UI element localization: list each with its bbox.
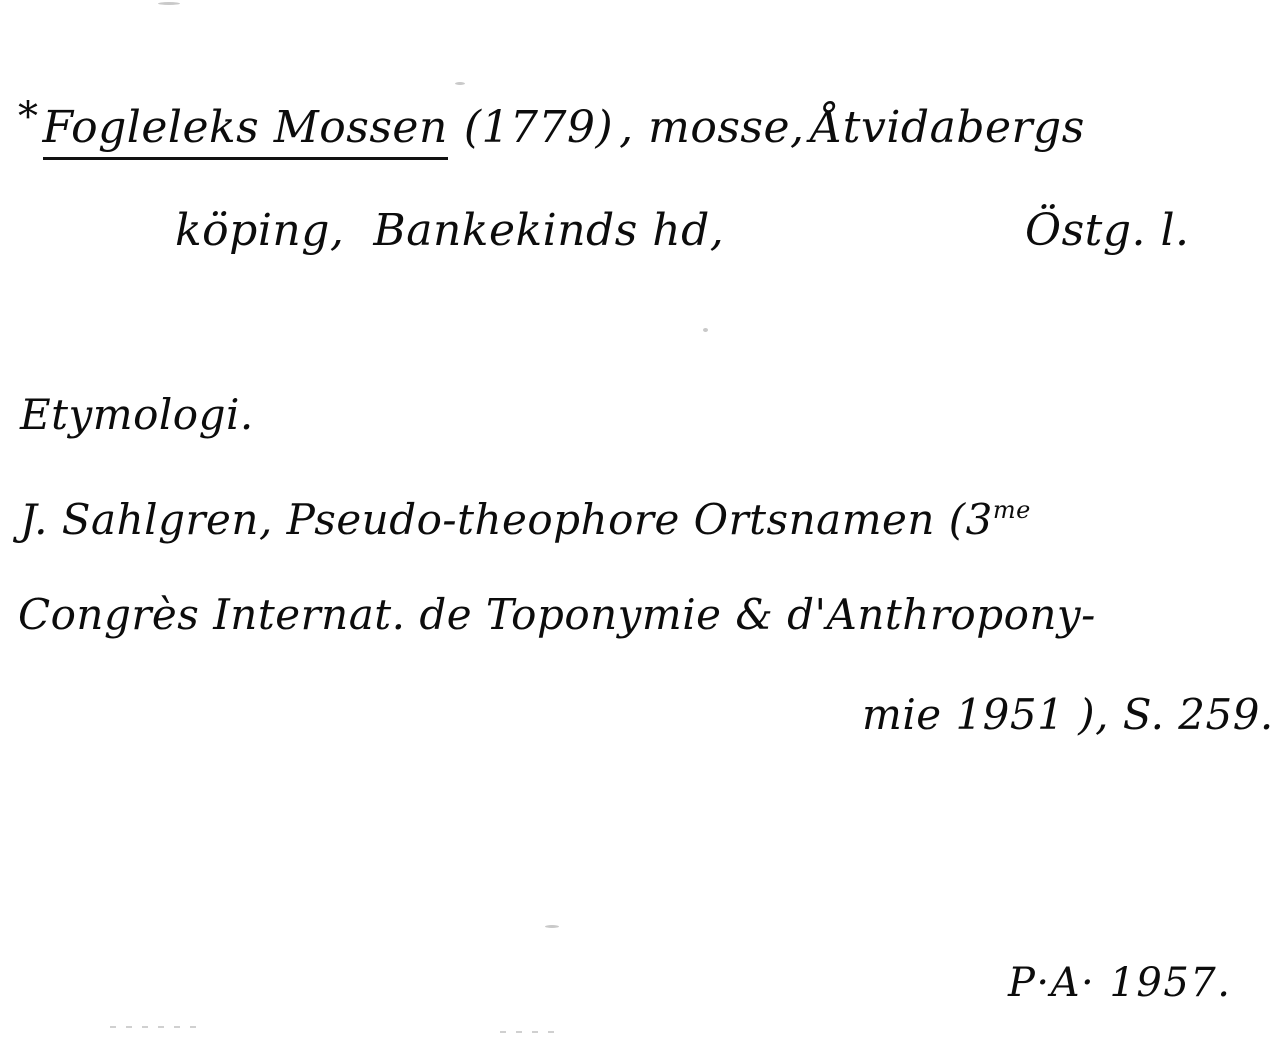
- headword-term: , mosse,: [619, 102, 805, 153]
- headword-hundred: Bankekinds hd,: [373, 205, 725, 256]
- headword-year: (1779): [463, 102, 614, 153]
- scan-edge-marks: [500, 1031, 560, 1033]
- headword-region: Östg. l.: [1025, 205, 1190, 256]
- scan-edge-marks: [110, 1026, 196, 1028]
- headword-line-2: [175, 205, 724, 256]
- reference-superscript: me: [992, 496, 1031, 524]
- headword-parish-cont: köping,: [175, 205, 345, 256]
- scan-speck: [158, 2, 180, 5]
- scan-speck: [455, 82, 465, 85]
- headword-parish: Åtvidabergs: [810, 102, 1085, 153]
- etymology-label: Etymologi.: [20, 390, 254, 439]
- signature: P·A· 1957.: [1008, 960, 1232, 1006]
- etymology-reference-line-2: Congrès Internat. de Toponymie & d'Anthropony-: [18, 590, 1096, 639]
- asterisk-marker: *: [18, 94, 39, 140]
- reference-text-1: J. Sahlgren, Pseudo-theophore Ortsnamen (3: [20, 495, 993, 544]
- headword-line-1: [18, 95, 1085, 152]
- etymology-reference-line-3: mie 1951 ), S. 259.: [862, 690, 1274, 739]
- headword-name: Fogleleks Mossen: [43, 102, 448, 160]
- scan-speck: [545, 925, 559, 928]
- scan-speck: [703, 328, 708, 332]
- etymology-reference-line-1: [20, 495, 1031, 544]
